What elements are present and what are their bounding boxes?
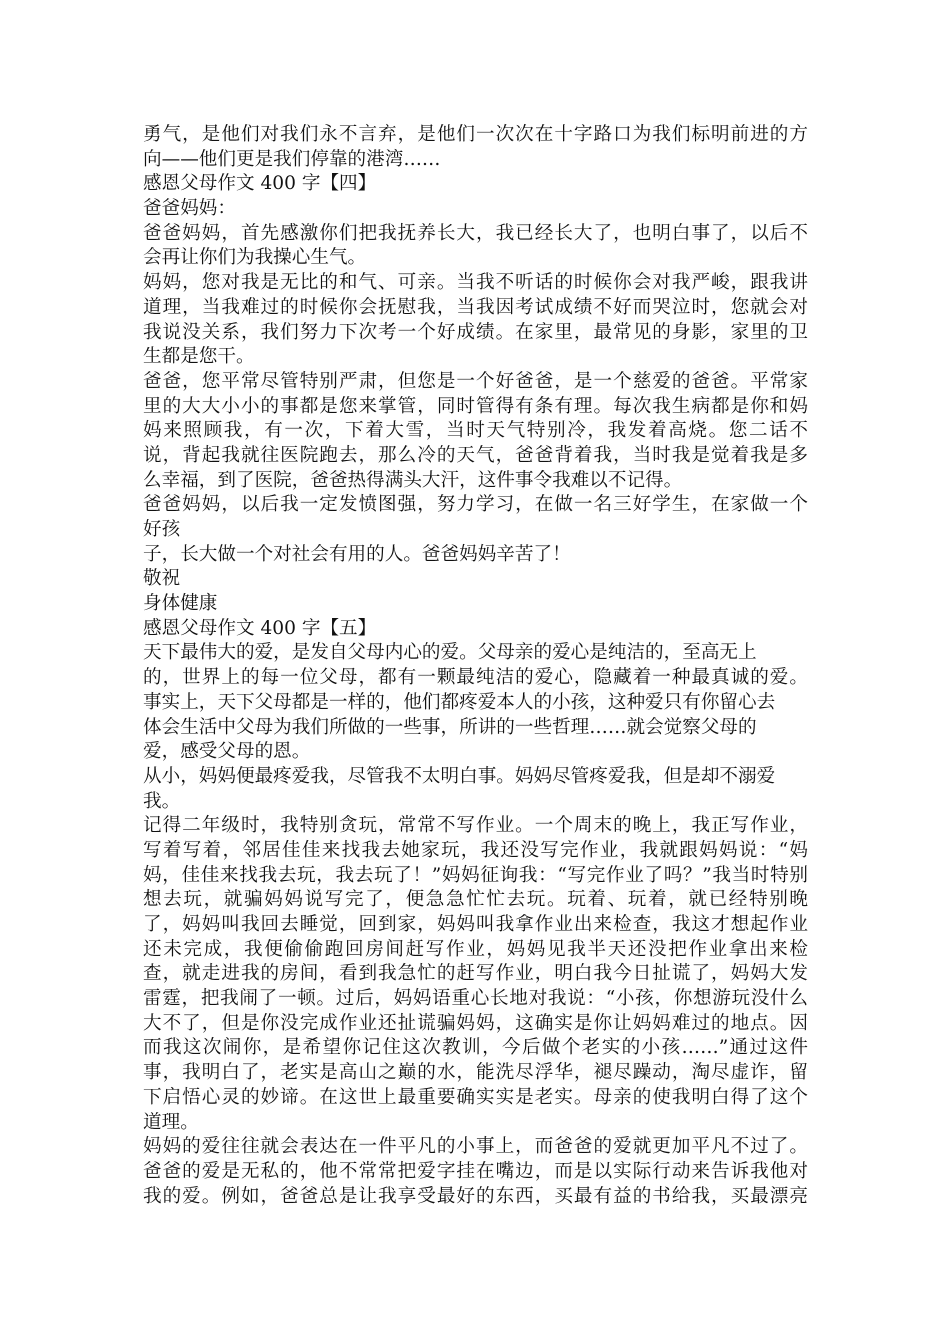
text-line: 事，我明白了，老实是高山之巅的水，能洗尽浮华，褪尽躁动，淘尽虚诈，留 (143, 1062, 808, 1084)
text-line: 妈妈的爱往往就会表达在一件平凡的小事上，而爸爸的爱就更加平凡不过了。 (143, 1136, 808, 1158)
text-line: 爸爸妈妈： (143, 198, 236, 220)
text-line: 查，就走进我的房间，看到我急忙的赶写作业，明白我今日扯谎了，妈妈大发 (143, 963, 808, 985)
text-line: 爱，感受父母的恩。 (143, 741, 311, 763)
text-line: 下启悟心灵的妙谛。在这世上最重要确实实是老实。母亲的使我明白得了这个 (143, 1086, 808, 1108)
text-line: 爸爸妈妈，以后我一定发愤图强，努力学习，在做一名三好学生，在家做一个 (143, 494, 808, 516)
text-line: 我说没关系，我们努力下次考一个好成绩。在家里，最常见的身影，家里的卫 (143, 321, 808, 343)
text-line: 会再让你们为我操心生气。 (143, 247, 367, 269)
text-line: 身体健康 (143, 593, 218, 615)
text-line: 记得二年级时，我特别贪玩，常常不写作业。一个周末的晚上，我正写作业， (143, 815, 808, 837)
text-line: 我。 (143, 790, 181, 812)
text-line: 妈来照顾我，有一次，下着大雪，当时天气特别冷，我发着高烧。您二话不 (143, 420, 808, 442)
text-line: 爸爸妈妈，首先感激你们把我抚养长大，我已经长大了，也明白事了，以后不 (143, 222, 808, 244)
text-line: 天下最伟大的爱，是发自父母内心的爱。父母亲的爱心是纯洁的，至高无上 (143, 642, 757, 664)
text-line: 道理，当我难过的时候你会抚慰我，当我因考试成绩不好而哭泣时，您就会对 (143, 296, 808, 318)
text-line: 而我这次闹你，是希望你记住这次教训，今后做个老实的小孩……”通过这件 (143, 1037, 808, 1059)
text-line: 说，背起我就往医院跑去，那么冷的天气，爸爸背着我，当时我是觉着我是多 (143, 444, 808, 466)
text-line: 道理。 (143, 1111, 199, 1133)
text-line: 事实上，天下父母都是一样的，他们都疼爱本人的小孩，这种爱只有你留心去 (143, 691, 776, 713)
text-line: 从小，妈妈便最疼爱我，尽管我不太明白事。妈妈尽管疼爱我，但是却不溺爱 (143, 765, 776, 787)
text-line: 了，妈妈叫我回去睡觉，回到家，妈妈叫我拿作业出来检查，我这才想起作业 (143, 914, 808, 935)
text-line: 写着写着，邻居佳佳来找我去她家玩，我还没写完作业，我就跟妈妈说：“妈 (143, 839, 808, 861)
text-line: 的，世界上的每一位父母，都有一颗最纯洁的爱心，隐藏着一种最真诚的爱。 (143, 667, 808, 689)
text-line: 体会生活中父母为我们所做的一些事，所讲的一些哲理……就会觉察父母的 (143, 716, 757, 738)
text-line: 还未完成，我便偷偷跑回房间赶写作业，妈妈见我半天还没把作业拿出来检 (143, 938, 808, 960)
text-line: 妈妈，您对我是无比的和气、可亲。当我不听话的时候你会对我严峻，跟我讲 (143, 272, 808, 294)
text-line: 敬祝 (143, 568, 181, 590)
text-line: 感恩父母作文 400 字【四】 (143, 173, 377, 195)
text-line: 爸爸的爱是无私的，他不常常把爱字挂在嘴边，而是以实际行动来告诉我他对 (143, 1160, 808, 1182)
text-line: 感恩父母作文 400 字【五】 (143, 617, 377, 639)
text-line: 我的爱。例如，爸爸总是让我享受最好的东西，买最有益的书给我，买最漂亮 (143, 1185, 808, 1207)
text-line: 雷霆，把我闹了一顿。过后，妈妈语重心长地对我说：“小孩，你想游玩没什么 (143, 988, 808, 1010)
text-line: 子，长大做一个对社会有用的人。爸爸妈妈辛苦了！ (143, 543, 571, 565)
document-body-text (143, 123, 808, 1209)
text-line: 勇气，是他们对我们永不言弃，是他们一次次在十字路口为我们标明前进的方 (143, 124, 808, 145)
text-line: 生都是您干。 (143, 346, 255, 368)
text-line: 想去玩，就骗妈妈说写完了，便急急忙忙去玩。玩着、玩着，就已经特别晚 (143, 889, 808, 911)
text-line: 爸爸，您平常尽管特别严肃，但您是一个好爸爸，是一个慈爱的爸爸。平常家 (143, 370, 808, 392)
text-line: 妈，佳佳来找我去玩，我去玩了！”妈妈征询我：“写完作业了吗？”我当时特别 (143, 864, 808, 886)
text-line: 里的大大小小的事都是您来掌管，同时管得有条有理。每次我生病都是你和妈 (143, 395, 808, 417)
text-line: 么幸福，到了医院，爸爸热得满头大汗，这件事令我难以不记得。 (143, 469, 683, 491)
text-line: 好孩 (143, 519, 181, 540)
text-line: 大不了，但是你没完成作业还扯谎骗妈妈，这确实是你让妈妈难过的地点。因 (143, 1012, 808, 1034)
text-line: 向——他们更是我们停靠的港湾…… (143, 148, 441, 170)
